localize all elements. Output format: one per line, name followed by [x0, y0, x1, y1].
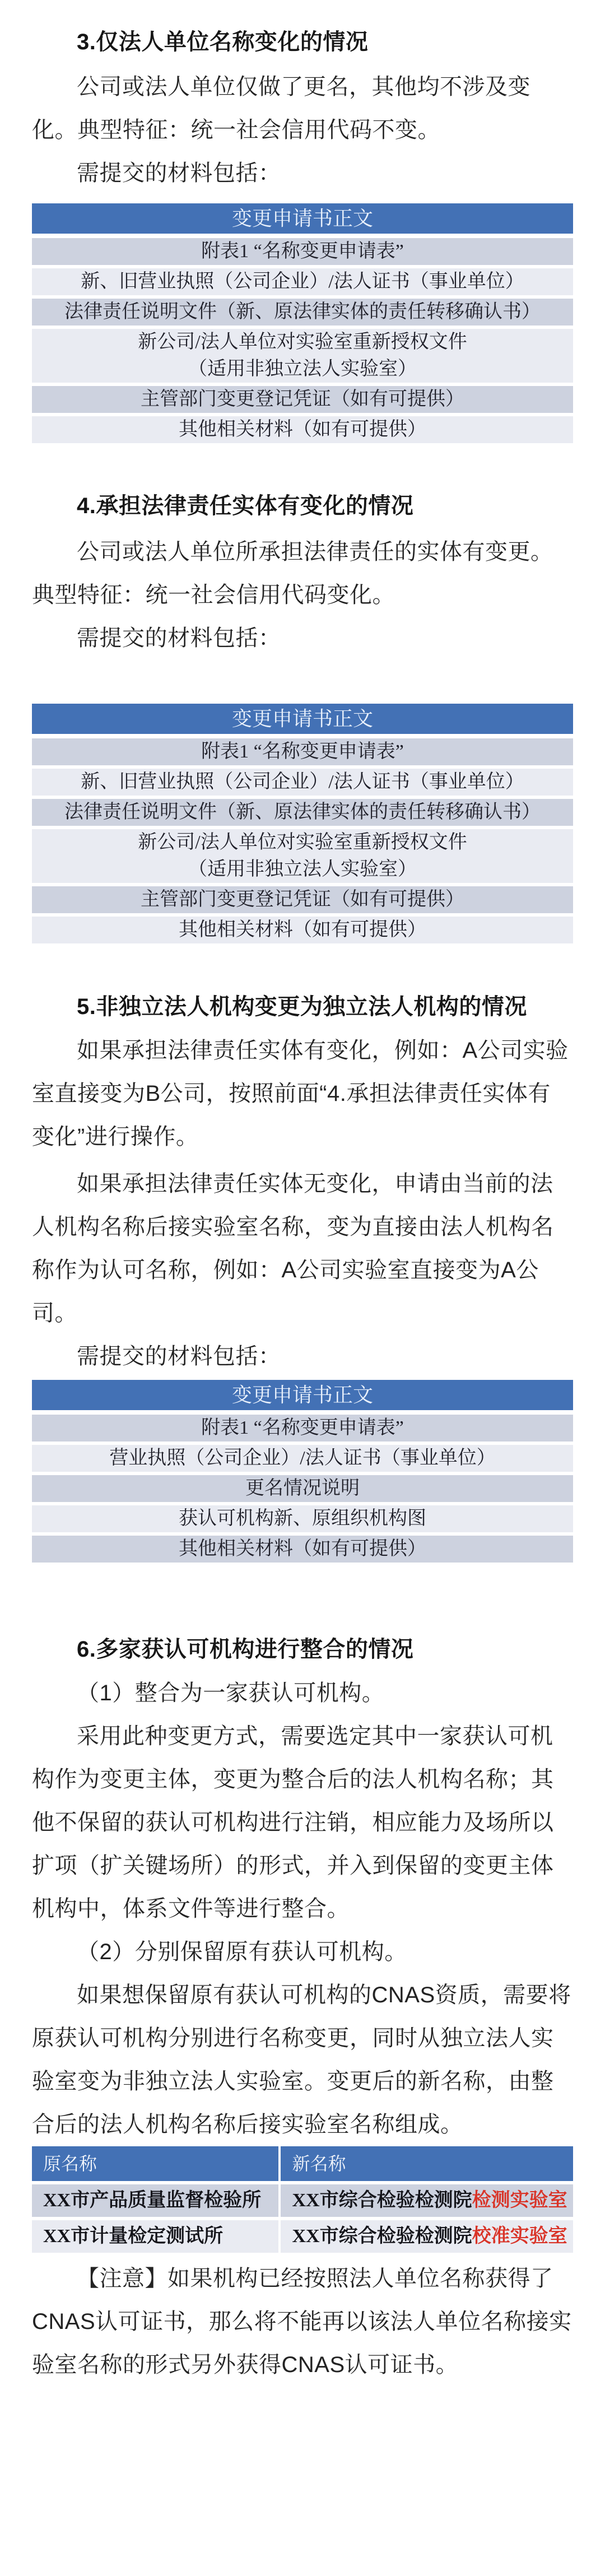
section-3-intro: 公司或法人单位仅做了更名，其他均不涉及变化。典型特征：统一社会信用代码不变。: [32, 75, 530, 142]
table-row: 新、旧营业执照（公司企业）/法人证书（事业单位）: [32, 769, 573, 796]
section-5-paragraph-1: 如果承担法律责任实体有变化，例如：A公司实验室直接变为B公司，按照前面“4.承担法律责任实体有变化”进行操作。: [32, 1038, 569, 1149]
table-row: 法律责任说明文件（新、原法律实体的责任转移确认书）: [32, 299, 573, 326]
new-name-black-part: XX市综合检验检测院: [292, 2226, 472, 2247]
table-header: 变更申请书正文: [32, 704, 573, 734]
table-row: 更名情况说明: [32, 1475, 573, 1502]
section-3-submit-label: 需提交的材料包括：: [77, 161, 281, 185]
table-row-line: 新公司/法人单位对实验室重新授权文件: [138, 332, 467, 352]
table-header: 变更申请书正文: [32, 1380, 573, 1410]
old-name-cell: XX市产品质量监督检验所: [43, 2190, 262, 2211]
section-6-paragraph-4: 如果想保留原有获认可机构的CNAS资质，需要将原获认可机构分别进行名称变更，同时从独立法人实验室变为非独立法人实验室。变更后的新名称，由整合后的法人机构名称后接实验室名称组成。: [32, 1983, 571, 2137]
table-row: 新、旧营业执照（公司企业）/法人证书（事业单位）: [32, 268, 573, 295]
table-row: 其他相关材料（如有可提供）: [32, 917, 573, 943]
table-row: 其他相关材料（如有可提供）: [32, 416, 573, 443]
section-6-paragraph-3: （2）分别保留原有获认可机构。: [77, 1940, 407, 1964]
section-4-submit-label: 需提交的材料包括：: [77, 626, 281, 650]
table-row: 附表1 “名称变更申请表”: [32, 238, 573, 265]
new-name-black-part: XX市综合检验检测院: [292, 2190, 472, 2211]
table-row: 主管部门变更登记凭证（如有可提供）: [32, 386, 573, 413]
table-row: 获认可机构新、原组织机构图: [32, 1505, 573, 1532]
new-name-column-header: 新名称: [278, 2146, 573, 2181]
section-5-submit-label: 需提交的材料包括：: [77, 1344, 281, 1369]
section-4-title: 4.承担法律责任实体有变化的情况: [77, 494, 414, 518]
old-name-cell: XX市计量检定测试所: [43, 2226, 224, 2247]
section-5-title: 5.非独立法人机构变更为独立法人机构的情况: [77, 994, 527, 1019]
section-5-paragraph-2: 如果承担法律责任实体无变化，申请由当前的法人机构名称后接实验室名称，变为直接由法人机构名称作为认可名称，例如：A公司实验室直接变为A公司。: [32, 1171, 554, 1326]
table-row: [32, 829, 573, 883]
section-5-materials-table: [32, 1380, 573, 1563]
table-row: 附表1 “名称变更申请表”: [32, 738, 573, 765]
table-row: [32, 329, 573, 383]
section-6-paragraph-1: （1）整合为一家获认可机构。: [77, 1681, 385, 1705]
old-name-column-header: 原名称: [43, 2154, 97, 2174]
table-row: 主管部门变更登记凭证（如有可提供）: [32, 886, 573, 913]
name-table-row: [32, 2184, 573, 2217]
section-3-title: 3.仅法人单位名称变化的情况: [77, 30, 369, 54]
name-table-header-row: [32, 2146, 573, 2181]
section-4-materials-table: [32, 704, 573, 943]
new-name-red-part: 检测实验室: [472, 2190, 567, 2211]
section-4-intro: 公司或法人单位所承担法律责任的实体有变更。典型特征：统一社会信用代码变化。: [32, 540, 553, 607]
section-6-paragraph-2: 采用此种变更方式，需要选定其中一家获认可机构作为变更主体，变更为整合后的法人机构名称；其他不保留的获认可机构进行注销，相应能力及场所以扩项（扩关键场所）的形式，并入到保留的变更主体机构中，体系文件等进行整合。: [32, 1724, 554, 1921]
table-header: 变更申请书正文: [32, 203, 573, 234]
table-row-line: （适用非独立法人实验室）: [188, 359, 417, 379]
section-3-materials-table: [32, 203, 573, 443]
table-row: 营业执照（公司企业）/法人证书（事业单位）: [32, 1445, 573, 1472]
new-name-cell: [278, 2220, 573, 2253]
table-row: 附表1 “名称变更申请表”: [32, 1415, 573, 1442]
table-row-line: 新公司/法人单位对实验室重新授权文件: [138, 832, 467, 853]
section-6-title: 6.多家获认可机构进行整合的情况: [77, 1637, 414, 1662]
section-6-note: 【注意】如果机构已经按照法人单位名称获得了CNAS认可证书，那么将不能再以该法人单位名称接实验室名称的形式另外获得CNAS认可证书。: [32, 2266, 572, 2377]
table-row-line: （适用非独立法人实验室）: [188, 859, 417, 880]
table-row: 其他相关材料（如有可提供）: [32, 1536, 573, 1563]
new-name-cell: [278, 2184, 573, 2217]
name-table-row: [32, 2220, 573, 2253]
name-comparison-table: [32, 2146, 573, 2253]
table-row: 法律责任说明文件（新、原法律实体的责任转移确认书）: [32, 799, 573, 826]
new-name-red-part: 校准实验室: [472, 2226, 567, 2247]
